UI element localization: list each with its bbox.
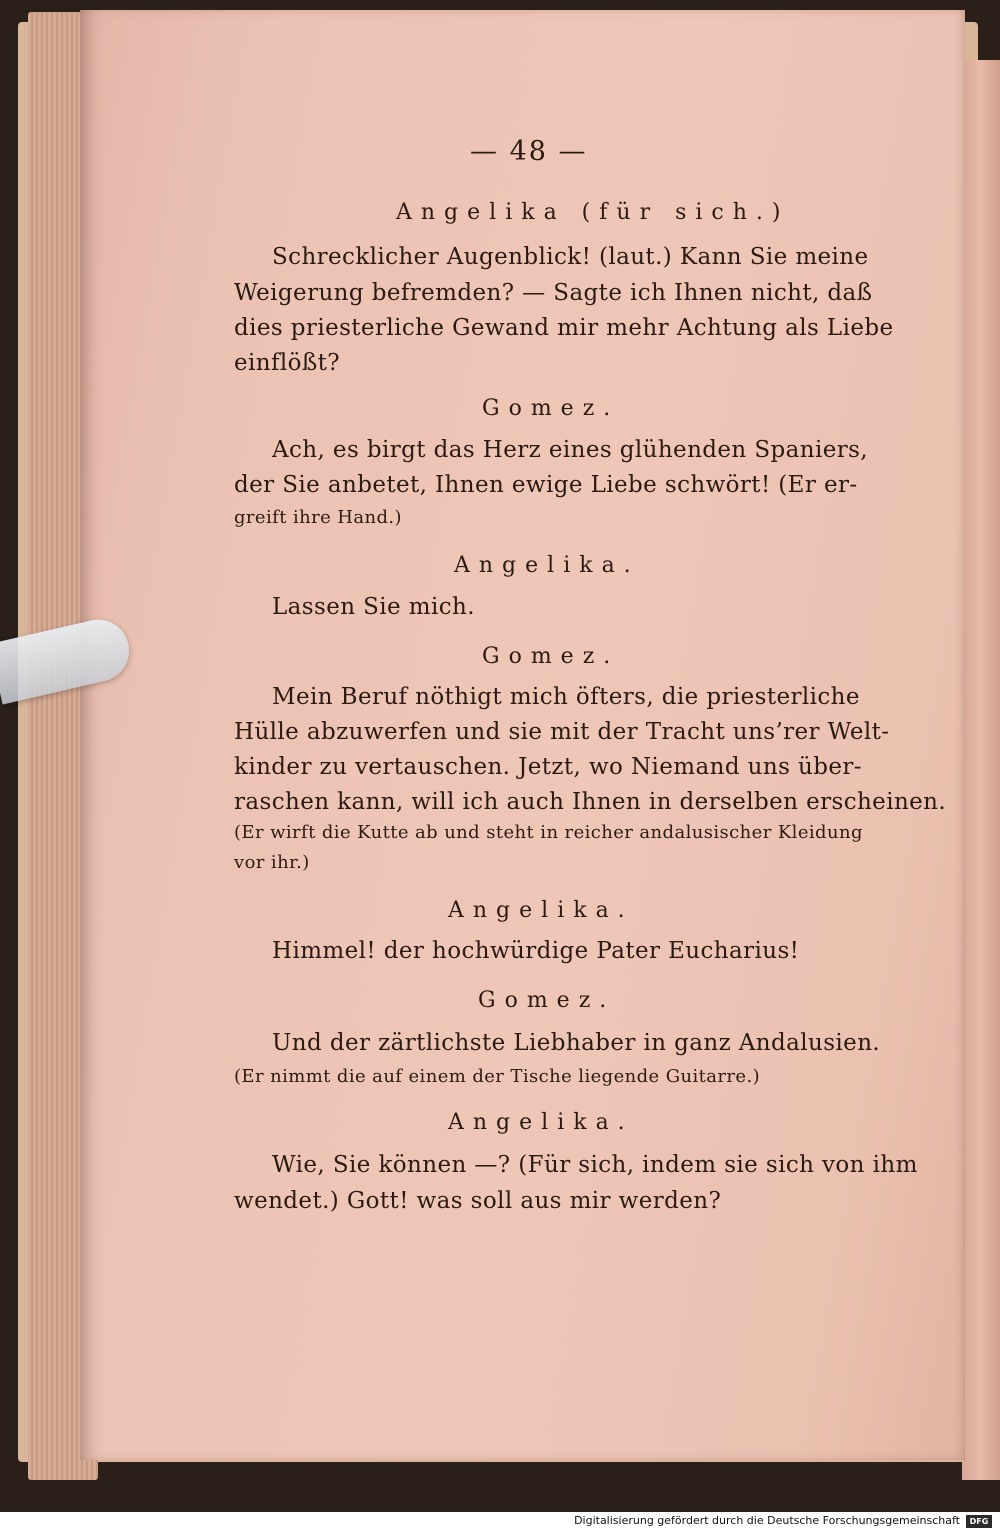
- text-line: der Sie anbetet, Ihnen ewige Liebe schwört! (Er er-: [234, 472, 858, 498]
- text-line: Schrecklicher Augenblick! (laut.) Kann Sie meine: [272, 244, 869, 270]
- footer-bar: [0, 1512, 1000, 1532]
- text-line: kinder zu vertauschen. Jetzt, wo Niemand uns über-: [234, 754, 862, 780]
- text-line: raschen kann, will ich auch Ihnen in derselben erscheinen.: [234, 789, 947, 815]
- text-line: Und der zärtlichste Liebhaber in ganz Andalusien.: [272, 1030, 881, 1056]
- text-line: Hülle abzuwerfen und sie mit der Tracht uns’rer Welt-: [234, 719, 890, 745]
- text-line: greift ihre Hand.): [234, 507, 402, 528]
- page-number: — 48 —: [470, 136, 588, 167]
- dfg-logo: DFG: [966, 1515, 992, 1528]
- text-line: Weigerung befremden? — Sagte ich Ihnen nicht, daß: [234, 280, 873, 306]
- text-line: (Er wirft die Kutte ab und steht in reicher andalusischer Kleidung: [234, 822, 863, 843]
- speaker-heading: Gomez.: [482, 644, 620, 669]
- text-line: Himmel! der hochwürdige Pater Eucharius!: [272, 938, 800, 964]
- text-line: dies priesterliche Gewand mir mehr Achtung als Liebe: [234, 315, 894, 341]
- text-line: vor ihr.): [234, 852, 310, 873]
- speaker-heading: Angelika.: [454, 553, 640, 578]
- text-line: wendet.) Gott! was soll aus mir werden?: [234, 1188, 722, 1214]
- speaker-heading: Angelika (für sich.): [396, 200, 790, 225]
- funding-credit: Digitalisierung gefördert durch die Deutsche Forschungsgemeinschaft: [574, 1514, 960, 1527]
- text-line: einflößt?: [234, 350, 341, 376]
- speaker-heading: Angelika.: [448, 898, 634, 923]
- speaker-heading: Gomez.: [482, 396, 620, 421]
- text-line: Ach, es birgt das Herz eines glühenden Spaniers,: [272, 437, 869, 463]
- speaker-heading: Angelika.: [448, 1110, 634, 1135]
- text-line: Wie, Sie können —? (Für sich, indem sie sich von ihm: [272, 1152, 918, 1178]
- speaker-heading: Gomez.: [478, 988, 616, 1013]
- text-line: (Er nimmt die auf einem der Tische liegende Guitarre.): [234, 1066, 761, 1087]
- text-line: Mein Beruf nöthigt mich öfters, die priesterliche: [272, 684, 860, 710]
- text-line: Lassen Sie mich.: [272, 594, 475, 620]
